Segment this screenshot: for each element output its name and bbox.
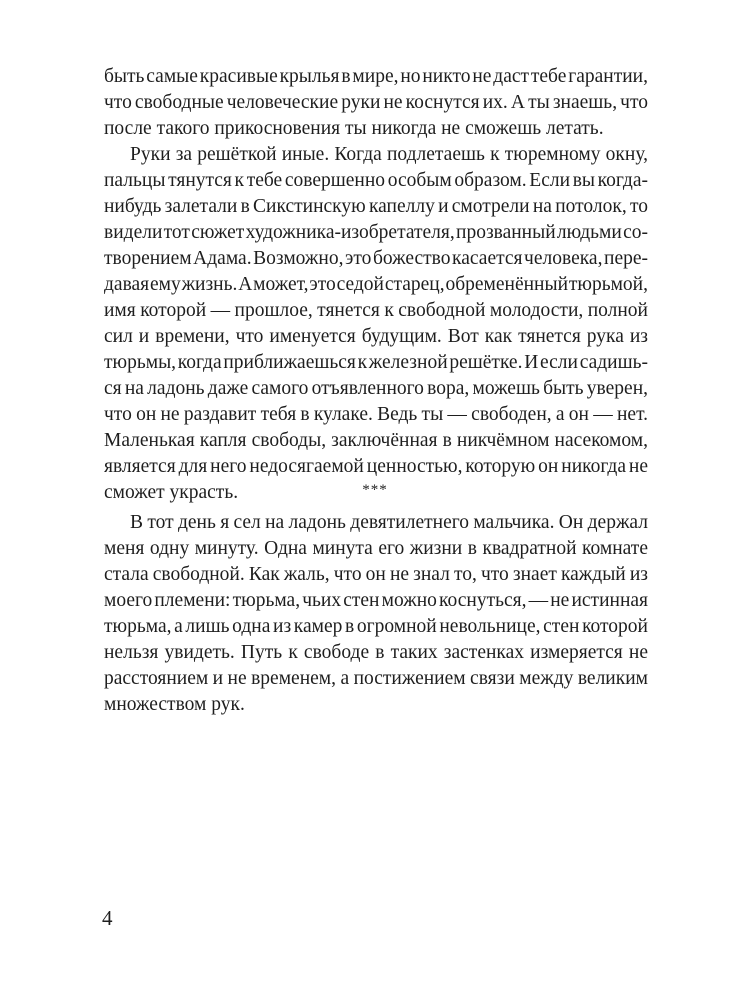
text-line: множеством рук. (104, 694, 245, 715)
text-line: после такого прикосновения ты никогда не сможешь летать. (104, 118, 604, 139)
section-separator: *** (362, 482, 388, 498)
text-line: ся на ладонь даже самого отъявленного вора, можешь быть уверен, (104, 378, 648, 399)
text-line: нибудь залетали в Сикстинскую капеллу и смотрели на потолок, то (104, 196, 648, 217)
text-line: быть самые красивые крылья в мире, но никто не даст тебе гарантии, (104, 66, 648, 87)
text-line: Руки за решёткой иные. Когда подлетаешь к тюремному окну, (130, 144, 648, 165)
text-line: В тот день я сел на ладонь девятилетнего мальчика. Он держал (130, 512, 648, 533)
text-line: давая ему жизнь. А может, это седой старец, обременённый тюрьмой, (104, 274, 648, 295)
text-line: моего племени: тюрьма, чьих стен можно коснуться, — не истинная (104, 590, 648, 611)
text-line: сможет украсть. (104, 482, 239, 503)
text-line: имя которой — прошлое, тянется к свободной молодости, полной (104, 300, 648, 321)
text-line: нельзя увидеть. Путь к свободе в таких застенках измеряется не (104, 642, 648, 663)
text-line: тюрьмы, когда приближаешься к железной решётке. И если садишь- (104, 352, 648, 373)
text-line: видели тот сюжет художника-изобретателя, прозванный людьми со- (104, 222, 648, 243)
text-line: расстоянием и не временем, а постижением связи между великим (104, 668, 648, 689)
text-line: Маленькая капля свободы, заключённая в никчёмном насекомом, (104, 430, 648, 451)
text-line: творением Адама. Возможно, это божество касается человека, пере- (104, 248, 648, 269)
text-line: сил и времени, что именуется будущим. Вот как тянется рука из (104, 326, 648, 347)
text-line: пальцы тянутся к тебе совершенно особым образом. Если вы когда- (104, 170, 648, 191)
paragraph-2 (104, 142, 648, 506)
page-number: 4 (102, 906, 113, 930)
paragraph-1 (104, 64, 648, 142)
text-line: меня одну минуту. Одна минута его жизни в квадратной комнате (104, 538, 648, 559)
text-line: что свободные человеческие руки не коснутся их. А ты знаешь, что (104, 92, 648, 113)
text-line: является для него недосягаемой ценностью, которую он никогда не (104, 456, 648, 477)
text-line: что он не раздавит тебя в кулаке. Ведь ты — свободен, а он — нет. (104, 404, 648, 425)
text-line: тюрьма, а лишь одна из камер в огромной невольнице, стен которой (104, 616, 648, 637)
paragraph-3 (104, 510, 648, 718)
text-line: стала свободной. Как жаль, что он не знал то, что знает каждый из (104, 564, 648, 585)
